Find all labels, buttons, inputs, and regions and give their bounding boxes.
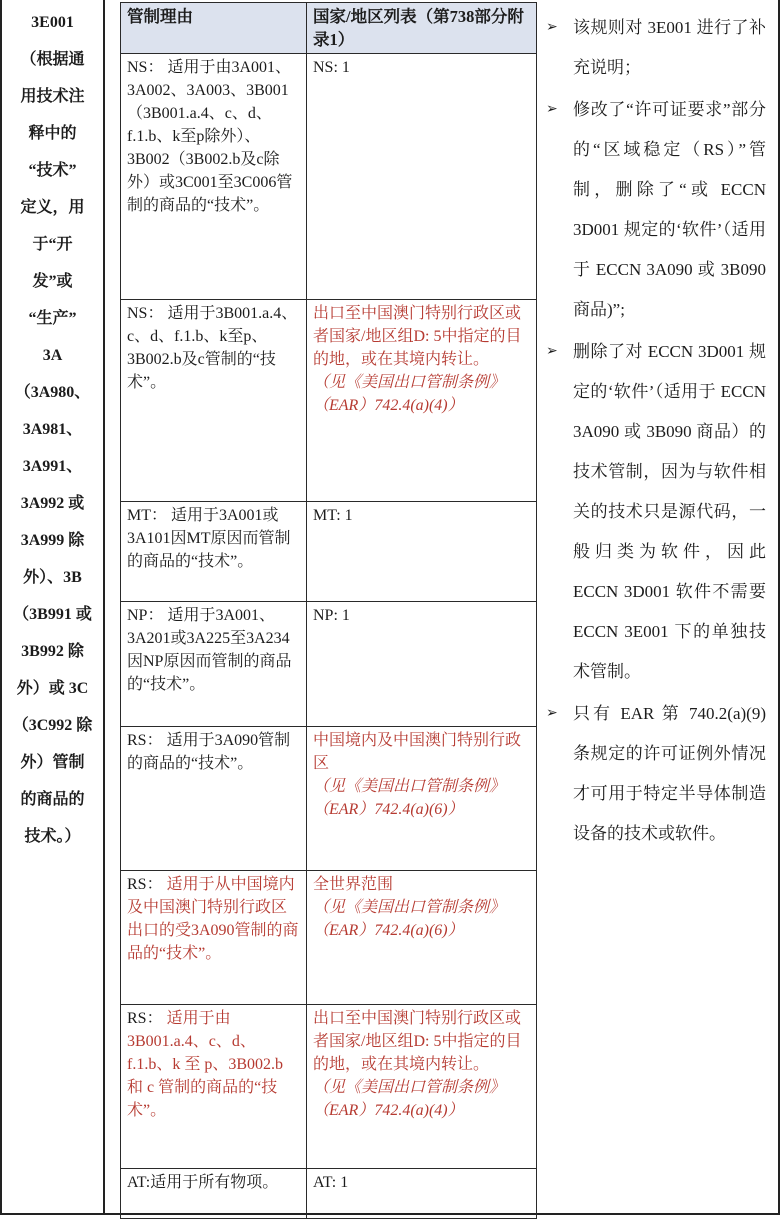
eccn-description-cell	[2, 0, 105, 1213]
reason-cell-ns1	[121, 54, 307, 300]
note-text: 删除了对 ECCN 3D001 规定的‘软件’（适用于 ECCN 3A090 或 3B090 商品）的技术管制，因为与软件相关的技术只是源代码，一般归类为软件，因此 ECCN 3D001 软件不需要 ECCN 3E001 下的单独技术管制。	[573, 342, 766, 681]
reason-text: AT:适用于所有物项。	[127, 1174, 279, 1191]
eccn-line: 外）或 3C	[16, 680, 89, 697]
ear-citation: （见《美国出口管制条例》（EAR）742.4(a)(6)）	[313, 778, 506, 818]
countries-cell-mt	[307, 502, 537, 602]
notes-column	[537, 0, 778, 1213]
countries-text: 全世界范围	[313, 876, 394, 893]
reason-text: RS： 适用于3A090管制的商品的“技术”。	[127, 732, 291, 772]
eccn-line: 3A	[42, 347, 63, 364]
header-countries: 国家/地区列表（第738部分附录1）	[307, 3, 537, 54]
reason-text: 适用于由3B001.a.4、c、d、f.1.b、k 至 p、3B002.b 和 c 管制的商品的“技术”。	[127, 1010, 284, 1119]
eccn-line: 于“开	[32, 236, 73, 253]
table-row	[121, 54, 537, 300]
note-item	[546, 8, 766, 88]
eccn-line: “生产”	[28, 310, 77, 327]
countries-text: 出口至中国澳门特别行政区或者国家/地区组D: 5中指定的目的地，或在其境内转让。	[313, 1010, 522, 1073]
eccn-line: （3A980、	[14, 384, 91, 401]
note-text: 该规则对 3E001 进行了补充说明；	[573, 18, 766, 77]
reason-cell-rs3	[121, 1005, 307, 1169]
reason-text: NS： 适用于由3A001、3A002、3A003、3B001（3B001.a.4、c、d、f.1.b、k至p除外）、3B002（3B002.b及c除外）或3C001至3C006管制的商品的“技术”。	[127, 59, 293, 214]
countries-cell-ns2	[307, 300, 537, 502]
reason-prefix: RS：	[127, 1010, 167, 1027]
eccn-line: （3C992 除	[12, 717, 93, 734]
eccn-line: 3A999 除	[20, 532, 85, 549]
reason-text: NS： 适用于3B001.a.4、c、d、f.1.b、k至p、3B002.b及c管制的“技术”。	[127, 305, 298, 391]
reason-prefix: RS：	[127, 876, 167, 893]
countries-cell-rs3	[307, 1005, 537, 1169]
table-row	[121, 602, 537, 727]
note-text: 只有 EAR 第 740.2(a)(9) 条规定的许可证例外情况才可用于特定半导体制造设备的技术或软件。	[573, 704, 766, 843]
note-item	[546, 90, 766, 330]
table-row	[121, 871, 537, 1005]
table-header-row	[121, 3, 537, 54]
eccn-line: 释中的	[28, 125, 77, 142]
eccn-line: 用技术注	[20, 88, 85, 105]
countries-text: MT: 1	[313, 507, 353, 524]
countries-cell-rs2	[307, 871, 537, 1005]
countries-text: AT: 1	[313, 1174, 349, 1191]
countries-text: NS: 1	[313, 59, 350, 76]
ear-citation: （见《美国出口管制条例》（EAR）742.4(a)(4)）	[313, 1079, 506, 1119]
reason-text: 适用于从中国境内及中国澳门特别行政区出口的受3A090管制的商品的“技术”。	[127, 876, 299, 962]
eccn-line: 技术。）	[24, 828, 81, 845]
reason-cell-ns2	[121, 300, 307, 502]
eccn-line: 3A981、	[22, 421, 83, 438]
countries-cell-at	[307, 1169, 537, 1219]
eccn-code: 3E001	[31, 14, 74, 31]
reason-cell-np	[121, 602, 307, 727]
countries-cell-ns1	[307, 54, 537, 300]
eccn-line: 3A992 或	[20, 495, 85, 512]
note-item	[546, 332, 766, 692]
bullet-arrow-icon: ➢	[546, 344, 558, 359]
control-table-container	[105, 0, 537, 1213]
reason-cell-at	[121, 1169, 307, 1219]
control-reasons-table	[120, 2, 537, 1219]
bullet-arrow-icon: ➢	[546, 706, 558, 721]
countries-cell-rs1	[307, 727, 537, 871]
eccn-line: 定义，用	[20, 199, 85, 216]
reason-cell-rs2	[121, 871, 307, 1005]
table-row	[121, 727, 537, 871]
countries-cell-np	[307, 602, 537, 727]
countries-text: 出口至中国澳门特别行政区或者国家/地区组D: 5中指定的目的地，或在其境内转让。	[313, 305, 522, 368]
table-row	[121, 502, 537, 602]
eccn-line: （根据通	[20, 51, 85, 68]
note-text: 修改了“许可证要求”部分的“区域稳定（RS）”管制，删除了“或 ECCN 3D001 规定的‘软件’（适用于 ECCN 3A090 或 3B090 商品)”;	[573, 100, 766, 319]
table-row	[121, 1169, 537, 1219]
eccn-line: “技术”	[28, 162, 77, 179]
eccn-line: 外）、3B	[23, 569, 82, 586]
ear-citation: （见《美国出口管制条例》（EAR）742.4(a)(4)）	[313, 374, 506, 414]
eccn-line: 3A991、	[22, 458, 83, 475]
bullet-arrow-icon: ➢	[546, 102, 558, 117]
eccn-line: 发”或	[32, 273, 73, 290]
countries-text: NP: 1	[313, 607, 350, 624]
eccn-line: 3B992 除	[21, 643, 84, 660]
ear-citation: （见《美国出口管制条例》（EAR）742.4(a)(6)）	[313, 899, 506, 939]
header-reason: 管制理由	[121, 3, 307, 54]
eccn-line: 的商品的	[20, 791, 85, 808]
reason-text: NP： 适用于3A001、3A201或3A225至3A234因NP原因而管制的商品的“技术”。	[127, 607, 292, 693]
note-item	[546, 694, 766, 854]
table-row	[121, 1005, 537, 1169]
table-row	[121, 300, 537, 502]
eccn-line: 外）管制	[20, 754, 85, 771]
reason-cell-mt	[121, 502, 307, 602]
bullet-arrow-icon: ➢	[546, 20, 558, 35]
reason-cell-rs1	[121, 727, 307, 871]
eccn-line: （3B991 或	[13, 606, 92, 623]
reason-text: MT： 适用于3A001或3A101因MT原因而管制的商品的“技术”。	[127, 507, 291, 570]
countries-text: 中国境内及中国澳门特别行政区	[313, 732, 522, 772]
